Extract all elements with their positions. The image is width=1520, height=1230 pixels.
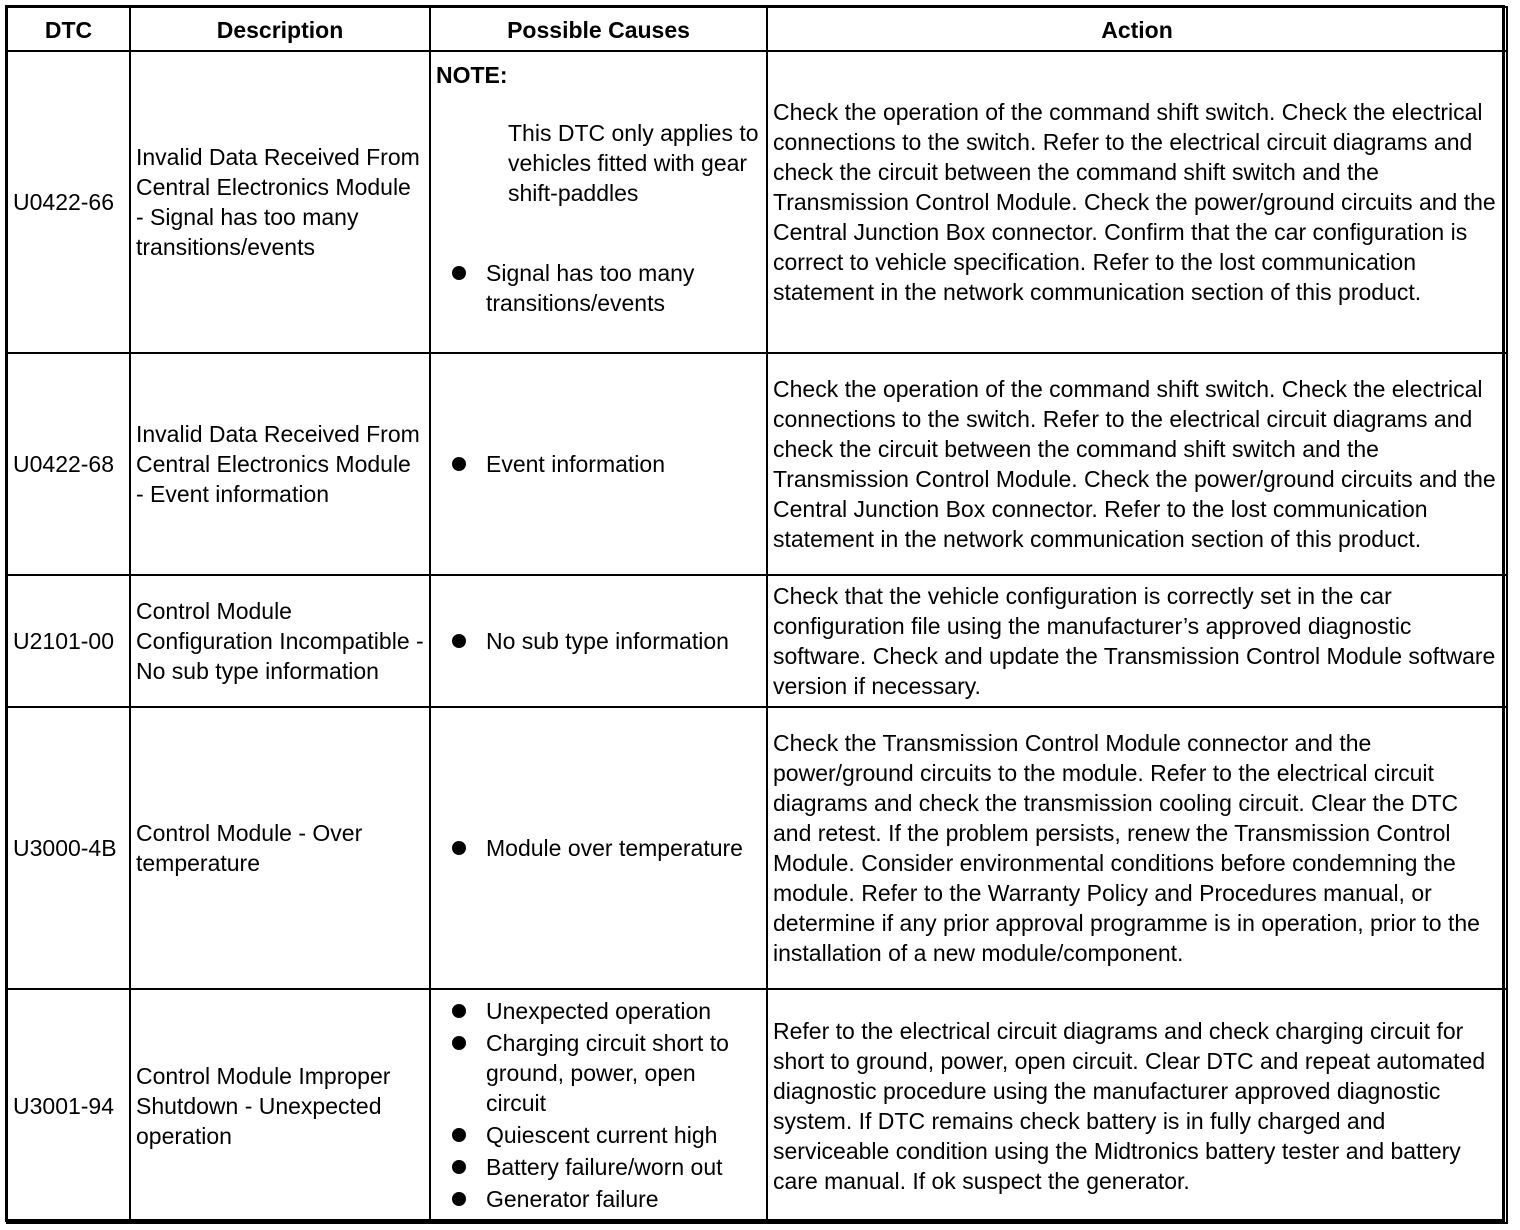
dtc-description: Invalid Data Received From Central Electronics Module - Signal has too many transitions/events: [130, 51, 430, 353]
list-item: [452, 449, 761, 479]
bullet-icon: [452, 1036, 466, 1050]
cause-text: Battery failure/worn out: [486, 1154, 723, 1180]
list-item: [452, 1028, 761, 1118]
bullet-icon: [452, 1004, 466, 1018]
cause-text: Generator failure: [486, 1186, 659, 1212]
possible-causes: [430, 707, 767, 989]
note-title: NOTE:: [436, 62, 508, 88]
header-dtc: DTC: [7, 7, 130, 51]
bullet-icon: [452, 1192, 466, 1206]
bullet-icon: [452, 266, 466, 280]
possible-causes: [430, 353, 767, 575]
table-row: [7, 353, 1507, 575]
list-item: [452, 626, 761, 656]
cause-text: Module over temperature: [486, 835, 743, 861]
possible-causes: [430, 575, 767, 707]
dtc-description: Control Module - Over temperature: [130, 707, 430, 989]
bullet-icon: [452, 841, 466, 855]
bullet-icon: [452, 1160, 466, 1174]
table-row: [7, 707, 1507, 989]
dtc-action: Check the operation of the command shift switch. Check the electrical connections to the switch. Refer to the electrical circuit diagrams and check the circuit between the command shift switch and the Transmission Control Module. Check the power/ground circuits and the Central Junction Box connector. Confirm that the car configuration is correct to vehicle specification. Refer to the lost communication statement in the network communication section of this product.: [767, 51, 1507, 353]
cause-text: Signal has too many transitions/events: [486, 260, 695, 316]
dtc-description: Control Module Improper Shutdown - Unexpected operation: [130, 989, 430, 1223]
list-item: [452, 833, 761, 863]
dtc-action: Refer to the electrical circuit diagrams and check charging circuit for short to ground, power, open circuit. Clear DTC and repeat automated diagnostic procedure using the manufacturer approved diagnostic system. If DTC remains check battery is in fully charged and serviceable condition using the Midtronics battery tester and battery care manual. If ok suspect the generator.: [767, 989, 1507, 1223]
bullet-icon: [452, 634, 466, 648]
cause-text: No sub type information: [486, 628, 729, 654]
cause-text: Charging circuit short to ground, power, open circuit: [486, 1030, 729, 1116]
causes-list: [436, 996, 761, 1214]
table-row: [7, 51, 1507, 353]
table-row: [7, 575, 1507, 707]
dtc-description: Invalid Data Received From Central Electronics Module - Event information: [130, 353, 430, 575]
causes-list: [436, 258, 761, 318]
list-item: [452, 996, 761, 1026]
dtc-code: U3001-94: [7, 989, 130, 1223]
list-item: [452, 1184, 761, 1214]
dtc-action: Check the Transmission Control Module connector and the power/ground circuits to the module. Refer to the electrical circuit diagrams and check the transmission cooling circuit. Clear the DTC and retest. If the problem persists, renew the Transmission Control Module. Consider environmental conditions before condemning the module. Refer to the Warranty Policy and Procedures manual, or determine if any prior approval programme is in operation, prior to the installation of a new module/component.: [767, 707, 1507, 989]
header-action: Action: [767, 7, 1507, 51]
table-row: [7, 989, 1507, 1223]
header-description: Description: [130, 7, 430, 51]
dtc-table: [6, 6, 1508, 1224]
dtc-code: U2101-00: [7, 575, 130, 707]
dtc-description: Control Module Configuration Incompatible - No sub type information: [130, 575, 430, 707]
causes-list: [436, 626, 761, 656]
header-possible-causes: Possible Causes: [430, 7, 767, 51]
possible-causes: [430, 51, 767, 353]
bullet-icon: [452, 457, 466, 471]
note-text: This DTC only applies to vehicles fitted with gear shift-paddles: [508, 120, 759, 206]
dtc-code: U0422-68: [7, 353, 130, 575]
list-item: [452, 1120, 761, 1150]
causes-list: [436, 449, 761, 479]
list-item: [452, 258, 761, 318]
cause-text: Event information: [486, 451, 665, 477]
cause-text: Quiescent current high: [486, 1122, 718, 1148]
cause-text: Unexpected operation: [486, 998, 712, 1024]
bullet-icon: [452, 1128, 466, 1142]
list-item: [452, 1152, 761, 1182]
header-row: [7, 7, 1507, 51]
dtc-action: Check the operation of the command shift switch. Check the electrical connections to the switch. Refer to the electrical circuit diagrams and check the circuit between the command shift switch and the Transmission Control Module. Check the power/ground circuits and the Central Junction Box connector. Refer to the lost communication statement in the network communication section of this product.: [767, 353, 1507, 575]
possible-causes: [430, 989, 767, 1223]
causes-list: [436, 833, 761, 863]
dtc-code: U0422-66: [7, 51, 130, 353]
dtc-action: Check that the vehicle configuration is correctly set in the car configuration file using the manufacturer’s approved diagnostic software. Check and update the Transmission Control Module software version if necessary.: [767, 575, 1507, 707]
dtc-code: U3000-4B: [7, 707, 130, 989]
